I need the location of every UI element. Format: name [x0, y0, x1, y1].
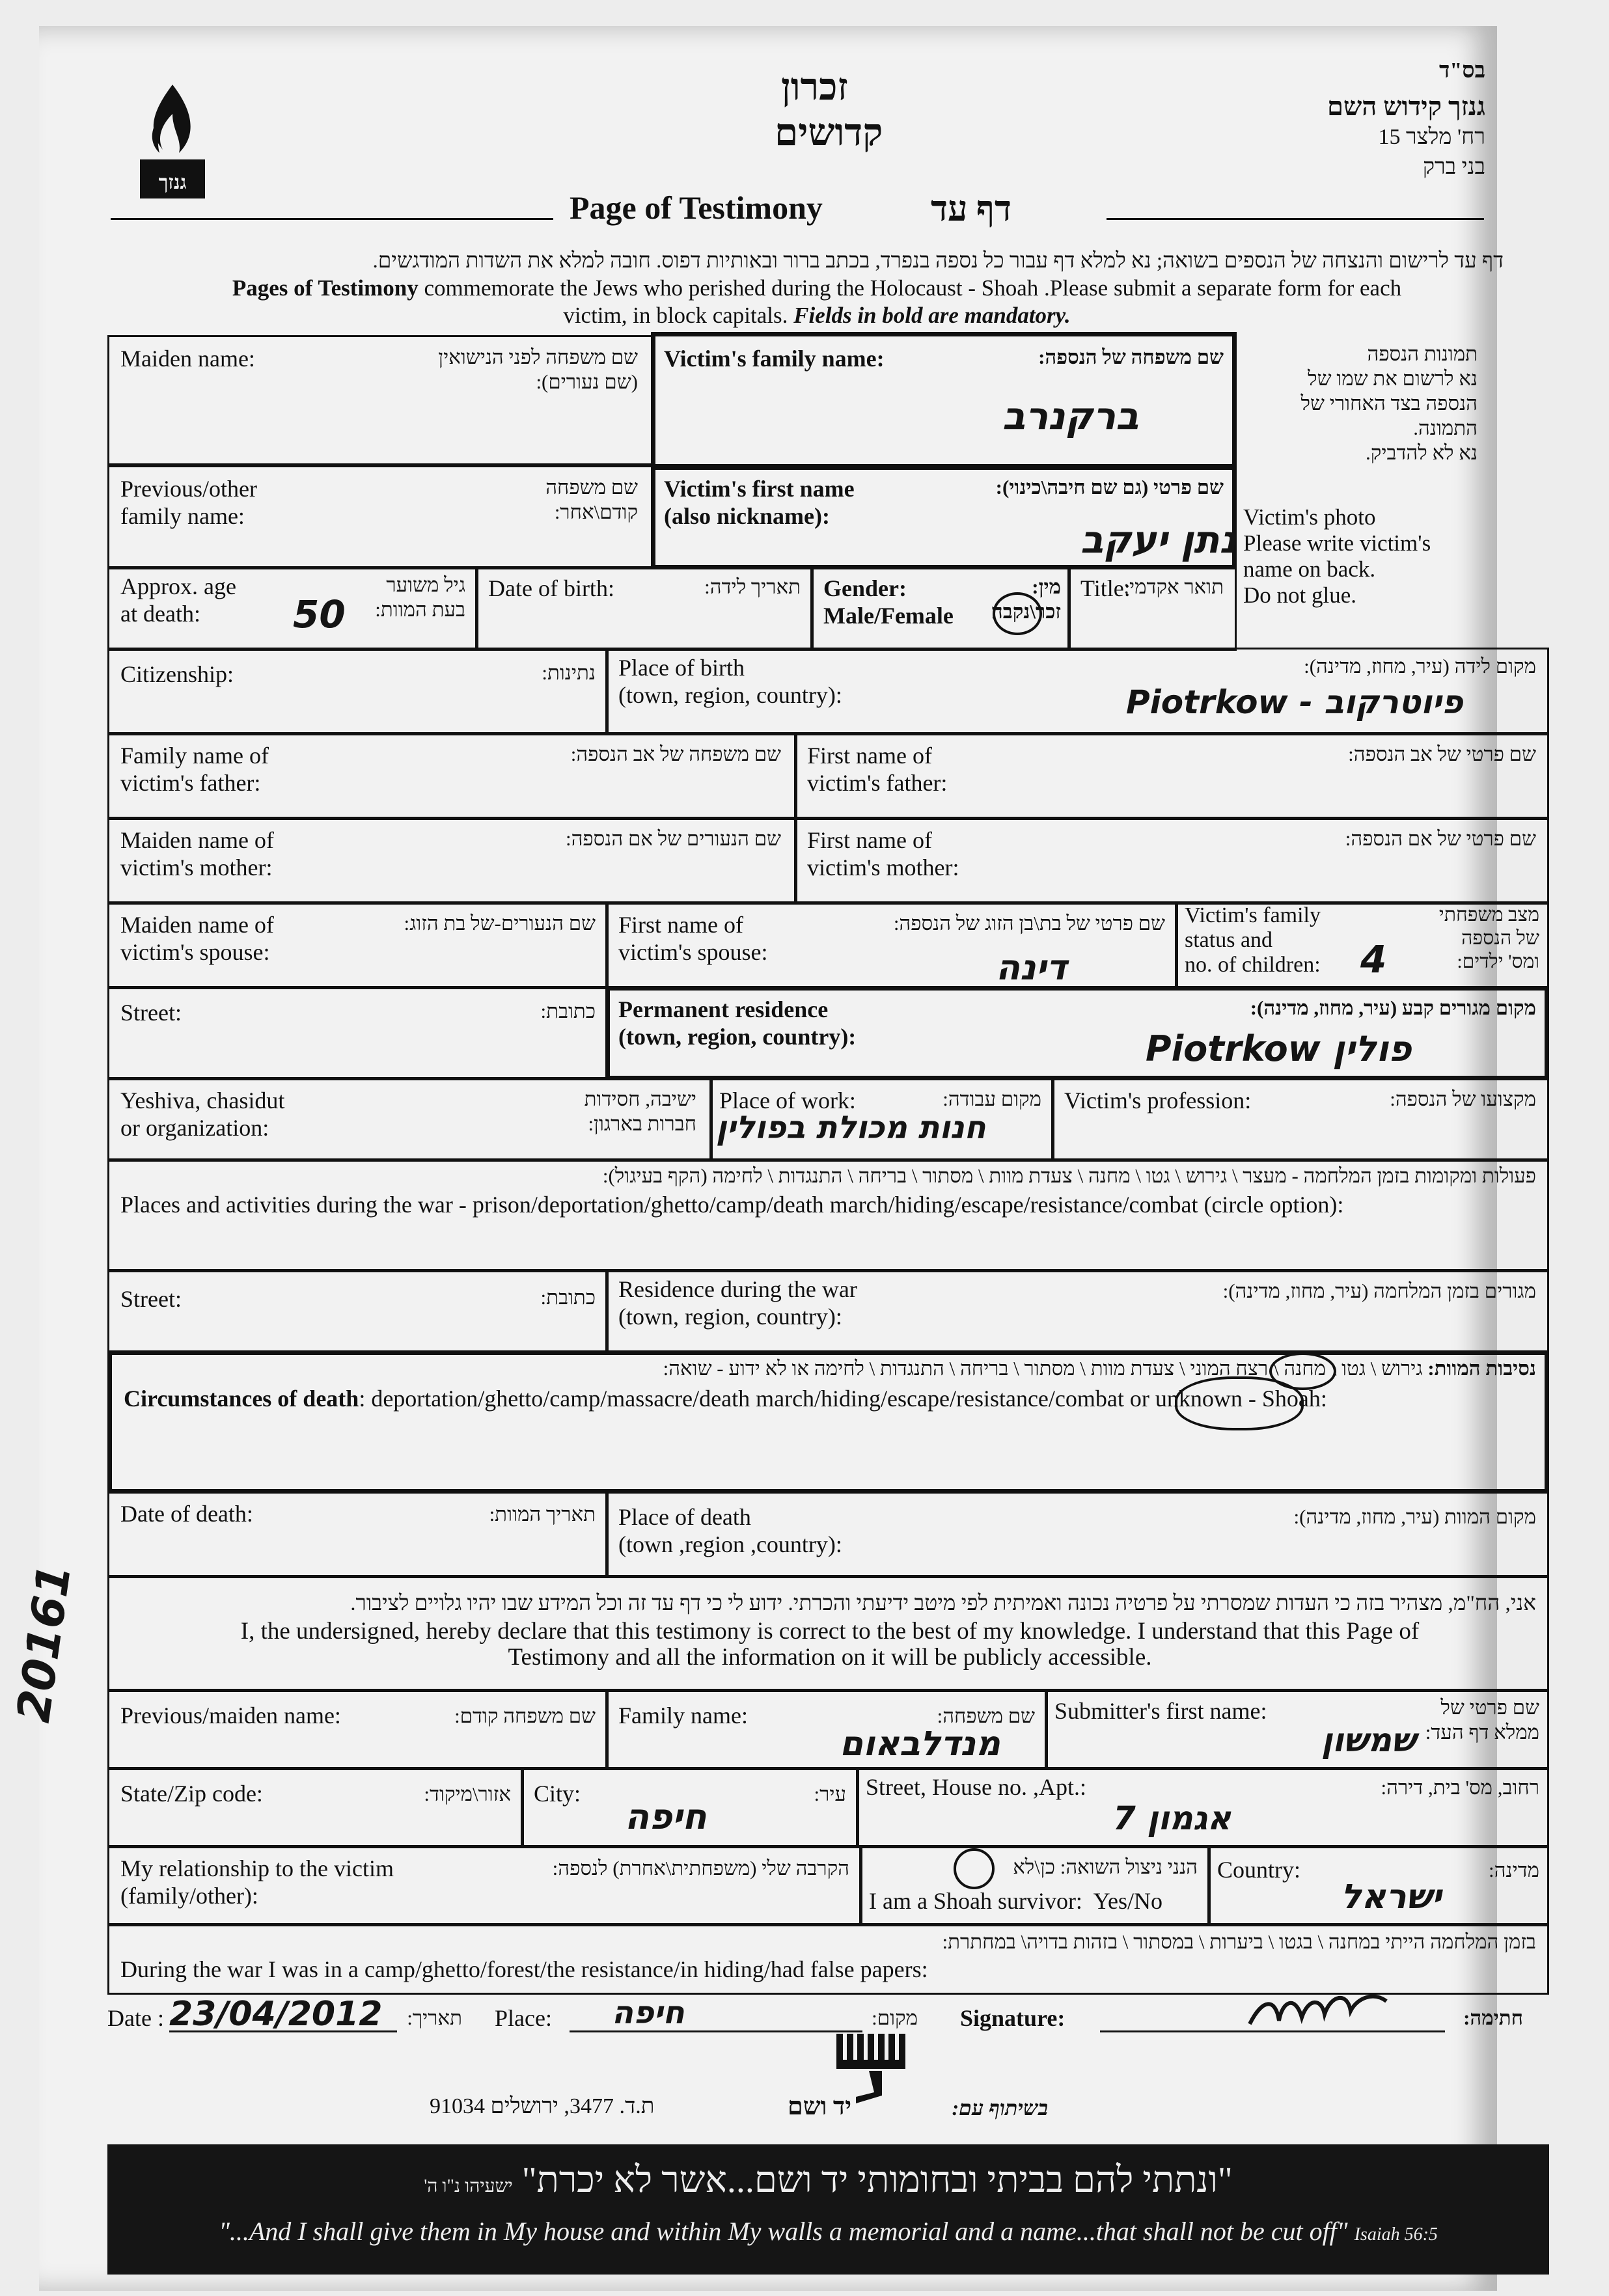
- perm-residence-label: Permanent residence (town, region, country):: [618, 996, 857, 1050]
- intro-en-line2: [130, 303, 1504, 329]
- death-circumstances-en-bold: Circumstances of death: [124, 1386, 359, 1412]
- perm-residence-value: Piotrkow פולין: [1146, 1028, 1412, 1069]
- org-address: רח' מלצר 15: [1378, 125, 1485, 149]
- spouse-first-value: דינה: [996, 947, 1067, 988]
- date-label-he: תאריך:: [407, 2006, 462, 2029]
- relationship-label: My relationship to the victim (family/other):: [120, 1855, 394, 1909]
- father-family-label-he: שם משפחה של אב הנספה:: [570, 743, 781, 765]
- street-label: Street:: [120, 1000, 182, 1026]
- intro-en-line2-text: victim, in block capitals.: [563, 303, 788, 328]
- date-label: Date :: [107, 2005, 164, 2031]
- children-value: 4: [1360, 937, 1387, 981]
- work-label: Place of work:: [719, 1087, 856, 1114]
- first-name-value: נתן יעקב: [1080, 517, 1237, 562]
- mother-maiden-label-he: שם הנעורים של אם הנספה:: [565, 827, 781, 850]
- work-label-he: מקום עבודה:: [942, 1087, 1041, 1110]
- place-label: Place:: [495, 2005, 552, 2031]
- dob-label-he: תאריך לידה:: [704, 575, 801, 598]
- citizenship-label: Citizenship:: [120, 661, 234, 687]
- family-status-label: Victim's family status and no. of children:: [1185, 903, 1321, 977]
- submitter-prev-label-he: שם משפחה קודם:: [454, 1704, 596, 1727]
- war-street-label: Street:: [120, 1286, 182, 1312]
- death-circumstances-he-bold: נסיבות המוות:: [1427, 1357, 1536, 1380]
- submitter-first-value: שמשון: [1321, 1721, 1416, 1759]
- mother-first-label-he: שם פרטי של אם הנספה:: [1345, 827, 1536, 850]
- gender-male-circle: [993, 592, 1042, 635]
- pod-label-he: מקום המוות (עיר, מחוז, מדינה):: [1293, 1505, 1536, 1528]
- first-name-label-he: שם פרטי (גם שם חיבה\כינוי):: [995, 476, 1224, 499]
- testimony-page: [7, 26, 1539, 2291]
- signature-label: Signature:: [960, 2005, 1066, 2031]
- place-label-he: מקום:: [872, 2006, 918, 2029]
- country-value: ישראל: [1341, 1878, 1442, 1917]
- signature-value: [1243, 1985, 1393, 2040]
- work-value: חנות מכולת בפולין: [716, 1110, 986, 1146]
- country-label-he: מדינה:: [1489, 1859, 1539, 1881]
- spouse-maiden-label-he: שם הנעורים-של בת הזוג:: [404, 912, 596, 935]
- submitter-street-label-he: רחוב, מס' בית, דירה:: [1381, 1776, 1539, 1799]
- flame-logo: [133, 78, 212, 202]
- death-circumstances-en-rest: : deportation/ghetto/camp/massacre/death march/hiding/escape/resistance/combat or unknown - Shoah:: [359, 1386, 1327, 1412]
- profession-label: Victim's profession:: [1064, 1087, 1252, 1114]
- place-value: חיפה: [612, 1995, 685, 2031]
- intro-en-line1: [130, 275, 1504, 301]
- age-label: Approx. age at death:: [120, 573, 236, 627]
- prev-name-label: Previous/other family name:: [120, 476, 257, 529]
- gender-label: Gender: Male/Female: [823, 575, 954, 629]
- margin-note: 20161: [7, 1561, 82, 1726]
- citizenship-label-he: נתינות:: [542, 661, 596, 684]
- yad-vashem-name: יד ושם: [788, 2093, 852, 2120]
- quote-en-ref: Isaiah 56:5: [1354, 2224, 1438, 2245]
- spouse-maiden-label: Maiden name of victim's spouse:: [120, 912, 274, 965]
- submitter-prev-label: Previous/maiden name:: [120, 1702, 341, 1729]
- submitter-war-label-he: בזמן המלחמה הייתי במחנה \ בגטו \ ביערות \ במסתור \ בזהות בדויה\ במחתרת:: [942, 1930, 1536, 1953]
- center-title-1: זכרון: [781, 66, 848, 108]
- submitter-city-value: חיפה: [625, 1796, 707, 1837]
- title-en: Page of Testimony: [570, 189, 823, 226]
- war-residence-label: Residence during the war (town, region, country):: [618, 1276, 857, 1330]
- submitter-street-value: אגמון 7: [1113, 1799, 1231, 1837]
- survivor-label-he: הנני ניצול השואה: כן\לא: [1013, 1855, 1198, 1878]
- quote-he-ref: ישעיהו נ"ו ה': [424, 2176, 513, 2196]
- intro-en-rest: commemorate the Jews who perished during the Holocaust - Shoah .Please submit a separate form for each: [418, 275, 1402, 301]
- signature-scribble: [1243, 1985, 1393, 2030]
- declaration-en-1: I, the undersigned, hereby declare that this testimony is correct to the best of my knowledge. I understand that this Page of: [240, 1618, 1420, 1645]
- maiden-name-label: Maiden name:: [120, 346, 255, 372]
- age-label-he: גיל משוער בעת המוות:: [375, 573, 465, 621]
- mother-maiden-label: Maiden name of victim's mother:: [120, 827, 274, 881]
- family-name-label-he: שם משפחה של הנספה:: [1038, 346, 1224, 368]
- title-he: דף עד: [931, 189, 1011, 228]
- spouse-first-label: First name of victim's spouse:: [618, 912, 768, 965]
- survivor-no-circle: [954, 1848, 995, 1889]
- svg-text:גנזך: גנזך: [158, 171, 187, 194]
- intro-en-mandatory: Fields in bold are mandatory.: [788, 303, 1071, 328]
- submitter-first-label-he: שם פרטי של ממלא דף העד:: [1425, 1696, 1539, 1743]
- yeshiva-label: Yeshiva, chasidut or organization:: [120, 1087, 285, 1141]
- dob-label: Date of birth:: [488, 575, 614, 601]
- yad-vashem-address: ת.ד. 3477, ירושלים 91034: [430, 2094, 655, 2118]
- maiden-name-label-he: שם משפחה לפני הנישואין (שם נעורים):: [438, 346, 638, 393]
- street-label-he: כתובת:: [540, 1000, 596, 1022]
- submitter-family-label-he: שם משפחה:: [937, 1704, 1035, 1727]
- country-label: Country:: [1217, 1857, 1301, 1883]
- title-label-he: תואר אקדמי:: [1123, 575, 1224, 598]
- combat-circle: [1175, 1376, 1304, 1430]
- date-line: [169, 2030, 397, 2032]
- family-status-label-he: מצב משפחתי של הנספה ומס' ילדים:: [1438, 904, 1539, 972]
- father-family-label: Family name of victim's father:: [120, 743, 269, 796]
- profession-label-he: מקצועו של הנספה:: [1390, 1087, 1536, 1110]
- war-residence-label-he: מגורים בזמן המלחמה (עיר, מחוז, מדינה):: [1222, 1279, 1536, 1302]
- death-circumstances-he-rest: גירוש \ גטו \ מחנה \ רצח המוני \ צעדת מוות \ מסתור \ בריחה \ התנגדות \ לחימה או לא ידוע - שואה:: [663, 1357, 1428, 1380]
- yeshiva-label-he: ישיבה, חסידות חברות בארגון:: [584, 1087, 696, 1135]
- first-name-label: Victim's first name (also nickname):: [664, 476, 855, 529]
- quote-he-line: [107, 2159, 1549, 2201]
- pob-value: Piotrkow - פיוטרקוב: [1126, 683, 1463, 721]
- org-city: בני ברק: [1422, 155, 1485, 179]
- declaration-he: אני, הח"מ, מצהיר בזה כי העדות שמסרתי על פרטיה נכונה ואמיתית לפי מיטב ידיעתי והכרתי. ידוע לי כי דף עד זה וכל המידע שבו יהיו גלויים לציבור.: [350, 1592, 1536, 1615]
- intro-he: דף עד לרישום והנצחה של הנספים בשואה; נא למלא דף עבור כל נספה בנפרד, בכתב ברור ובאותיות דפוס. חובה למלא את השדות המודגשים.: [372, 249, 1504, 273]
- survivor-label: I am a Shoah survivor: Yes/No: [869, 1888, 1162, 1914]
- submitter-city-label: City:: [534, 1781, 581, 1807]
- prev-name-label-he: שם משפחה קודם\אחר:: [545, 476, 638, 523]
- header-rule-left: [111, 218, 553, 220]
- relationship-label-he: הקרבה שלי (משפחתית\אחרת) לנספה:: [552, 1857, 849, 1879]
- father-first-label-he: שם פרטי של אב הנספה:: [1348, 743, 1536, 765]
- pob-label-he: מקום לידה (עיר, מחוז, מדינה):: [1304, 655, 1536, 677]
- mother-first-label: First name of victim's mother:: [807, 827, 959, 881]
- pod-label: Place of death (town ,region ,country):: [618, 1504, 842, 1557]
- bs-d: בס"ד: [1439, 59, 1485, 83]
- submitter-street-label: Street, House no. ,Apt.:: [866, 1774, 1086, 1800]
- family-name-label: Victim's family name:: [664, 346, 885, 372]
- submitter-war-label: During the war I was in a camp/ghetto/forest/the resistance/in hiding/had false papers:: [120, 1956, 928, 1982]
- war-activities-label-he: פעולות ומקומות בזמן המלחמה - מעצר \ גירוש \ גטו \ מחנה \ צעדת מוות \ מסתור \ בריחה \ התנגדות \ לחימה (הקף בעיגול):: [602, 1164, 1536, 1187]
- submitter-state-label: State/Zip code:: [120, 1781, 263, 1807]
- quote-en: "...And I shall give them in My house and within My walls a memorial and a name...that shall not be cut off": [219, 2217, 1348, 2246]
- header-rule-right: [1107, 218, 1484, 220]
- war-street-cell[interactable]: [107, 1269, 609, 1354]
- photo-note-en: Victim's photo Please write victim's name on back. Do not glue.: [1243, 504, 1431, 608]
- declaration-en-2: Testimony and all the information on it will be publicly accessible.: [508, 1644, 1152, 1671]
- death-circumstances-label: [124, 1385, 1327, 1412]
- submitter-first-label: Submitter's first name:: [1054, 1698, 1267, 1724]
- gender-label-he: מין: זכר\נקבה: [991, 575, 1061, 623]
- title-label: Title:: [1080, 575, 1131, 601]
- father-first-label: First name of victim's father:: [807, 743, 948, 796]
- submitter-family-value: מנדלבאום: [840, 1725, 1000, 1764]
- quote-en-line: [107, 2216, 1549, 2247]
- photo-note-he: תמונות הנספה נא לרשום את שמו של הנספה בצד האחורי של התמונה. נא לא להדביק.: [1300, 342, 1478, 464]
- submitter-city-label-he: עיר:: [814, 1783, 846, 1805]
- war-street-label-he: כתובת:: [540, 1286, 596, 1309]
- family-name-value: ברקנרב: [1002, 394, 1139, 438]
- quote-he: "ונתתי להם בביתי ובחומותי יד ושם...אשר לא יכרת": [521, 2160, 1233, 2200]
- cooperation-label: בשיתוף עם:: [952, 2096, 1048, 2120]
- intro-en-bold: Pages of Testimony: [232, 275, 419, 301]
- center-title-2: קדושים: [775, 111, 883, 154]
- signature-label-he: חתימה:: [1463, 2006, 1523, 2029]
- pob-label: Place of birth (town, region, country):: [618, 655, 842, 708]
- submitter-state-label-he: אזור\מיקוד:: [424, 1783, 511, 1805]
- spouse-first-label-he: שם פרטי של בת\בן הזוג של הנספה:: [893, 912, 1165, 935]
- dod-label-he: תאריך המוות:: [489, 1503, 596, 1525]
- org-name: גנזך קידוש השם: [1327, 92, 1485, 121]
- submitter-state-cell[interactable]: [107, 1767, 524, 1848]
- submitter-prev-cell[interactable]: [107, 1689, 609, 1770]
- submitter-family-label: Family name:: [618, 1702, 748, 1729]
- age-value: 50: [293, 592, 346, 636]
- dod-label: Date of death:: [120, 1501, 253, 1527]
- war-activities-label: Places and activities during the war - prison/deportation/ghetto/camp/death march/hiding/escape/resistance/combat (circle option):: [120, 1192, 1344, 1218]
- perm-residence-label-he: מקום מגורים קבע (עיר, מחוז, מדינה):: [1250, 996, 1536, 1019]
- date-value: 23/04/2012: [169, 1995, 383, 2034]
